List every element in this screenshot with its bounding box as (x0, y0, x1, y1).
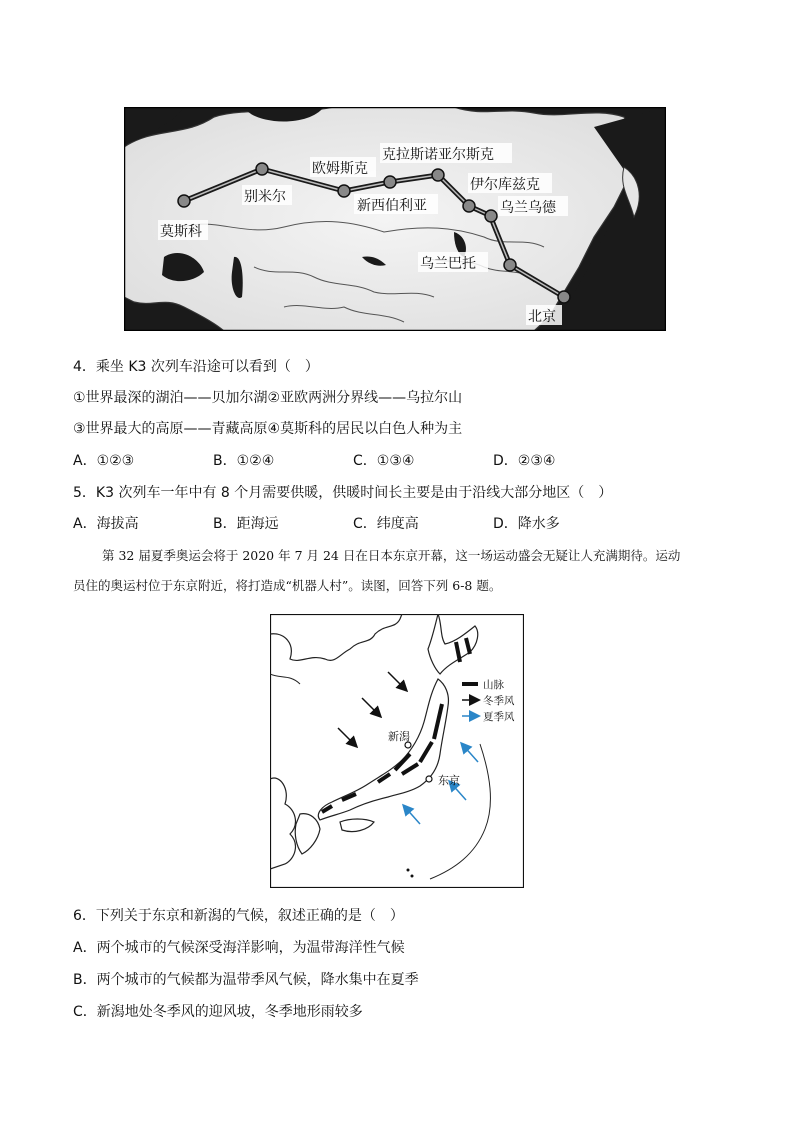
legend-summer-label: 夏季风 (483, 711, 515, 723)
q6-stem: 6．下列关于东京和新潟的气候，叙述正确的是（ ） (73, 908, 404, 924)
label-niigata: 新潟 (388, 730, 410, 743)
label-perm: 别米尔 (244, 189, 286, 205)
station-irkutsk (463, 200, 475, 212)
q4-option-d: D．②③④ (493, 453, 556, 469)
k3-route-map (124, 107, 666, 331)
q6-option-c: C．新潟地处冬季风的迎风坡，冬季地形雨较多 (73, 1004, 363, 1020)
station-perm (256, 163, 268, 175)
city-tokyo-dot (426, 776, 432, 782)
japan-monsoon-map-svg (270, 614, 524, 888)
station-moscow (178, 195, 190, 207)
q4-option-c: C．①③④ (353, 453, 415, 469)
legend-mountain-label: 山脉 (483, 679, 504, 691)
label-ulaanbaatar: 乌兰巴托 (420, 256, 476, 272)
q4-option-a: A．①②③ (73, 453, 135, 469)
q4-statement-1-2: ①世界最深的湖泊——贝加尔湖②亚欧两洲分界线——乌拉尔山 (73, 390, 463, 406)
q5-stem: 5．K3 次列车一年中有 8 个月需要供暖，供暖时间长主要是由于沿线大部分地区（ ） (73, 485, 613, 501)
intro-line-1: 第 32 届夏季奥运会将于 2020 年 7 月 24 日在日本东京开幕，这一场运动盛会无疑让人充满期待。运动 (102, 548, 681, 563)
label-tokyo: 东京 (438, 774, 460, 787)
station-novosibirsk (384, 176, 396, 188)
legend-winter-label: 冬季风 (483, 695, 515, 707)
station-beijing (558, 291, 570, 303)
japan-monsoon-map (270, 614, 524, 888)
q6-option-b: B．两个城市的气候都为温带季风气候，降水集中在夏季 (73, 972, 419, 988)
station-ulan-ude (485, 210, 497, 222)
q4-statement-3-4: ③世界最大的高原——青藏高原④莫斯科的居民以白色人种为主 (73, 421, 463, 437)
station-omsk (338, 185, 350, 197)
q5-option-a: A．海拔高 (73, 516, 139, 532)
intro-line-2: 员住的奥运村位于东京附近，将打造成“机器人村”。读图，回答下列 6-8 题。 (73, 578, 502, 593)
label-ulan-ude: 乌兰乌德 (500, 200, 556, 216)
station-ulaanbaatar (504, 259, 516, 271)
q6-option-a: A．两个城市的气候深受海洋影响，为温带海洋性气候 (73, 940, 405, 956)
k3-route-map-svg (124, 107, 666, 331)
label-krasnoyarsk: 克拉斯诺亚尔斯克 (382, 147, 494, 163)
q5-option-c: C．纬度高 (353, 516, 419, 532)
q5-option-b: B．距海远 (213, 516, 279, 532)
q5-option-d: D．降水多 (493, 516, 560, 532)
label-irkutsk: 伊尔库兹克 (470, 177, 540, 193)
label-novosibirsk: 新西伯利亚 (357, 198, 427, 214)
q4-stem: 4．乘坐 K3 次列车沿途可以看到（ ） (73, 359, 319, 375)
station-krasnoyarsk (432, 169, 444, 181)
label-moscow: 莫斯科 (160, 224, 202, 240)
label-omsk: 欧姆斯克 (312, 161, 368, 177)
label-beijing: 北京 (528, 309, 556, 325)
q4-option-b: B．①②④ (213, 453, 275, 469)
